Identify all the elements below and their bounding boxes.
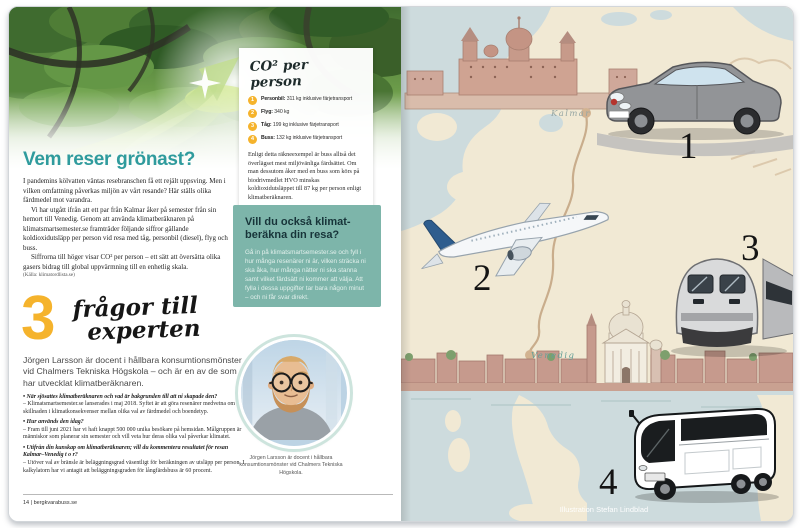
co2-item-buss [248, 135, 364, 144]
answer: – Utöver val av bränsle är beläggningsgrad väsentligt för beräkningen av utsläpp per person. I kalkylatorn har vi antagit att beläggningsgraden för långfärdsbuss är 60 procent. [23, 459, 245, 474]
co2-item-value: 199 kg inklusive färjetransport [272, 122, 339, 128]
co2-card-title: CO² per person [249, 56, 309, 91]
magazine-spread [8, 6, 794, 522]
co2-item-label: Flyg: [261, 109, 273, 115]
co2-card-note: Enligt detta räkneexempel är buss alltså det överlägset mest miljövänliga färdsättet. Om man dessutom åker med en buss som körs på biodrivmedlet HVO minskas koldioxidutsläppet till 87 kg per person enligt klimatberäknaren. [248, 151, 362, 201]
question: • När sjösattes klimatberäknaren och vad är bakgrunden till att ni skapade den? [23, 393, 218, 400]
cta-body: Gå in på klimatsmartsemester.se och fyll i hur många resenärer ni är, vilken sträcka ni ska åka, hur många nätter ni ska stanna samt vilket färdsätt ni kommer att välja. Att fylla i dessa uppgifter tar bara någon minut – och ni får svar direkt. [245, 248, 366, 302]
photo-caption: Jörgen Larsson är docent i hållbara konsumtionsmönster vid Chalmers Tekniska Högskola. [239, 455, 343, 476]
co2-item-value: 311 kg inklusive färjetransport [286, 96, 353, 102]
left-page [9, 7, 401, 521]
co2-item-personbil [248, 96, 364, 105]
expert-intro: Jörgen Larsson är docent i hållbara konsumtionsmönster vid Chalmers Tekniska Högskola – och är en av de som har utvecklat klimatberäknaren. [23, 355, 242, 388]
expert-section-title [72, 291, 201, 346]
expert-qa [23, 391, 245, 475]
train-number: 3 [741, 228, 760, 269]
climate-calculator-cta-box [233, 205, 381, 307]
co2-item-label: Tåg: [261, 122, 272, 128]
number-badge: 4 [248, 135, 257, 144]
page-footer: 14 | bergkvarabuss.se [23, 500, 78, 506]
cta-title-line1: Vill du också klimat- [245, 216, 351, 228]
car-number: 1 [679, 126, 698, 167]
article-paragraph: I pandemins kölvatten väntas resebranschen få ett rejält uppsving. Men i vilken omfattning påverkas miljön av vårt resande? Här ställs olika färdmedel mot varandra. [23, 177, 226, 205]
answer: – Klimatsmartsemester.se lanserades i maj 2018. Syftet är att göra resenärer medvetna om skillnaden i klimatkonsekvenser mellan olika val av färdmedel och boendetyp. [23, 401, 235, 415]
co2-item-value: 340 kg [274, 109, 290, 115]
expert-title-line2: experten [86, 314, 201, 346]
question: • Utifrån din kunskap om klimatberäknaren; vill du kommentera resultatet för resan Kalmar–Venedig t o r? [23, 444, 229, 459]
venedig-label: Venedig [531, 351, 576, 361]
big-number-3: 3 [21, 284, 56, 353]
portrait-art [241, 340, 341, 440]
article-paragraph: Siffrorna till höger visar CO² per person – ett sätt att översätta olika gasers bidrag till global uppvärmning till en enhetlig skala. [23, 253, 221, 271]
illustration-credit: Illustration Stefan Lindblad [559, 505, 649, 514]
kalmar-label: Kalmar [551, 109, 591, 119]
co2-item-label: Personbil: [261, 96, 286, 102]
cta-title [245, 216, 369, 242]
co2-item-tag [248, 122, 364, 131]
article-body [23, 177, 237, 279]
plane-number: 2 [473, 258, 492, 299]
footer-rule [23, 494, 393, 495]
map-illustration [401, 7, 793, 521]
article-paragraph: Vi har utgått ifrån att ett par från Kalmar åker på semester från sin hemort till Venedig. Genom att använda klimatberäknaren på klimatsmartsemester.se framträder följande siffror gällande koldioxidutsläpp per person vid resa med tåg, personbil (diesel), flyg och buss. [23, 205, 228, 252]
portrait-photo [238, 337, 350, 449]
bus-number: 4 [599, 462, 618, 503]
co2-item-flyg [248, 109, 364, 118]
cta-title-line2: beräkna din resa? [245, 228, 340, 241]
expert-title-line1: frågor till [72, 291, 199, 324]
right-page [401, 7, 793, 521]
co2-item-label: Buss: [261, 135, 275, 141]
number-badge: 2 [248, 109, 257, 118]
article-headline: Vem reser grönast? [23, 149, 196, 170]
co2-item-value: 132 kg inklusive färjetransport [276, 135, 343, 141]
question: • Hur används den idag? [23, 419, 84, 426]
number-badge: 1 [248, 96, 257, 105]
answer: – Fram till juni 2021 har vi haft knappt 500 000 unika besökare på hemsidan. Målgruppen är människor som planerar sin semester och vill veta hur deras olika val påverkar klimatet. [23, 426, 242, 441]
source-note: (Källa: klimatordlista.se) [23, 272, 75, 279]
number-badge: 3 [248, 122, 257, 131]
co2-per-person-card [239, 48, 373, 211]
